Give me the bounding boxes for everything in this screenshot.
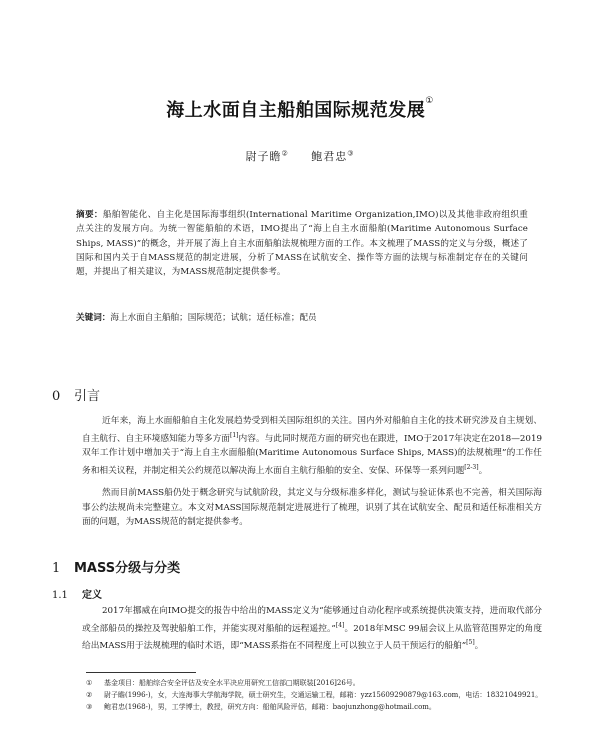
footnote-text: 尉子瞻(1996-)，女，大连海事大学航海学院，硕士研究生，交通运输工程，邮箱：yzz15609290879@163.com，电话：18321049921。 [104,691,543,699]
footnote-item [86,689,556,701]
keywords-label: 关键词： [76,313,111,323]
section-heading-mass-classification [52,557,180,576]
paragraph-text: 2017年挪威在向IMO提交的报告中给出的MASS定义为“能够通过自动化程序或系统提供决策支持，进而取代部分或全部船员的操控及驾驶船舶工作，并能实现对船舶的远程遥控。” [82,606,542,634]
author-line [0,148,600,164]
paragraph-text: 。 [474,640,484,651]
footnote-item [86,701,556,713]
citation-ref[interactable]: [4] [335,621,345,629]
citation-ref[interactable]: [2-3] [464,463,479,471]
footnote-mark: ① [86,679,93,687]
abstract-text: 船舶智能化、自主化是国际海事组织(International Maritime Organization,IMO)以及其他非政府组织重点关注的发展方向。为统一智能船舶的术语，IMO提出了“海上自主水面船舶(Maritime Autonomous Surface Ships, MASS)”的概念，并开展了海上自主水面船舶法规梳理方面的工作。本文梳理了MASS的定义与分级，概述了国际和国内关于自MASS规范的制定进展，分析了MASS在试航安全、操作等方面的法规与标准制定存在的关键问题，并提出了相关建议，为MASS规范制定提供参考。 [76,210,528,278]
keywords [76,311,528,325]
footnotes [86,677,556,713]
paragraph-text: 。2018年MSC 99届会议上从监管范围界定的角度给出MASS用于法规梳理的临时术语，即“MASS系指在不同程度上可以独立于人员干预运行的船舶” [82,623,542,651]
section-heading-intro [52,385,100,404]
paragraph-text: 然而目前MASS船仍处于概念研究与试航阶段，其定义与分级标准多样化，测试与验证体系也不完善，相关国际海事公约法规尚未完整建立。本文对MASS国际规范制定进展进行了梳理，识别了其在试航安全、配员和适任标准相关方面的问题，为MASS规范的制定提供参考。 [82,488,542,528]
footnote-mark: ③ [86,703,93,711]
author-footnote-mark[interactable]: ② [281,149,289,158]
section-number: 0 [52,389,61,404]
section-number: 1 [52,561,61,576]
author-name: 鲍君忠 [311,150,348,163]
footnote-text: 基金项目：船舶综合安全评估及安全水平决应用研究工信部□期联装[2016]26号。 [104,679,360,687]
section-title: 引言 [74,389,101,404]
subsection-title: 定义 [82,590,102,601]
article-title [0,96,600,122]
subsection-heading-definition [52,586,102,601]
footnote-text: 鲍君忠(1968-)，男，工学博士，教授，研究方向：船舶风险评估，邮箱：baojunzhong@hotmail.com。 [104,703,436,711]
author-footnote-mark[interactable]: ③ [347,149,355,158]
title-footnote-mark[interactable]: ① [425,96,434,106]
abstract [76,208,528,279]
paragraph-intro-1 [82,414,542,478]
citation-ref[interactable]: [1] [230,431,239,439]
footnote-mark: ② [86,691,93,699]
subsection-number: 1.1 [52,590,68,601]
paragraph-intro-2 [82,486,542,530]
paragraph-text: 内容。与此同时规范方面的研究也在跟进，IMO于2017年决定在2018—2019双年工作计划中增加关于“海上自主水面船舶(Maritime Autonomous Surface Ships, MASS)的法规梳理”的工作任务和相关议程，并制定相关公约规范以解决海上水面自主航行船舶的安全、安保、环保等一系列问题 [82,433,542,476]
section-title: MASS分级与分类 [74,561,181,576]
keywords-text: 海上水面自主船舶；国际规范；试航；适任标准；配员 [110,313,317,323]
paragraph-text: 近年来，海上水面船舶自主化发展趋势受到相关国际组织的关注。国内外对船舶自主化的技术研究涉及自主规划、自主航行、自主环境感知能力等多方面 [82,416,542,444]
article-title-text: 海上水面自主船舶国际规范发展 [166,100,426,121]
footnote-separator [86,672,196,673]
paragraph-definition [82,604,542,654]
footnote-item [86,677,556,689]
author-name: 尉子瞻 [245,150,282,163]
paragraph-text: 。 [478,465,488,476]
citation-ref[interactable]: [5] [466,639,475,647]
abstract-label: 摘要： [76,210,103,220]
